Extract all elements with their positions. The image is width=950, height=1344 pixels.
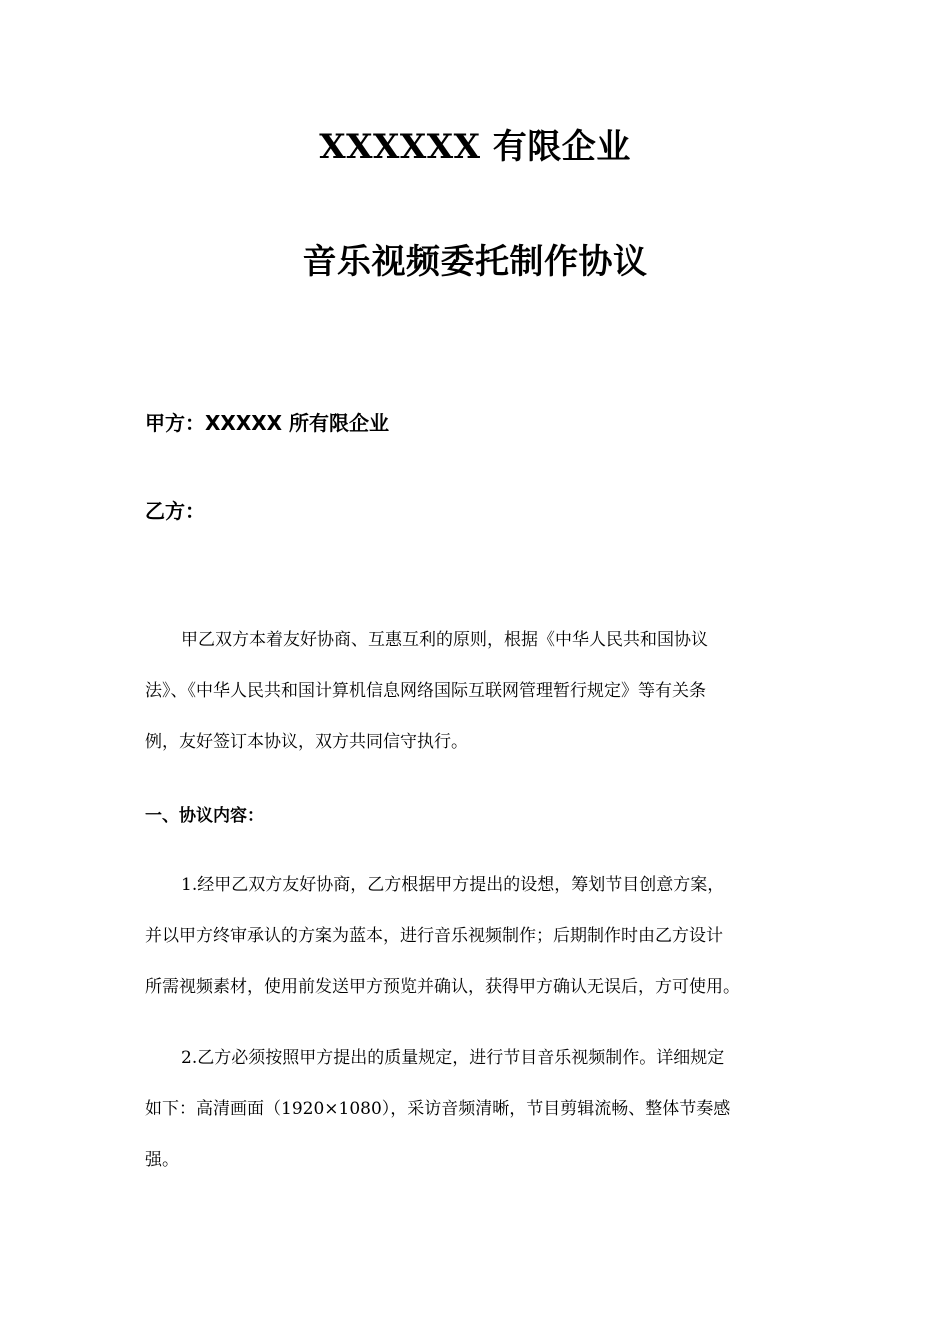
clause-1-paragraph xyxy=(145,860,810,1013)
paragraph-line: 法》、《中华人民共和国计算机信息网络国际互联网管理暂行规定》等有关条 xyxy=(145,681,706,701)
paragraph-line: 强。 xyxy=(145,1150,179,1170)
clause-2-paragraph xyxy=(145,1033,810,1186)
party-b-line: 乙方： xyxy=(145,499,205,523)
agreement-title: 音乐视频委托制作协议 xyxy=(302,242,648,282)
section-heading-content: 一、协议内容： xyxy=(145,806,264,826)
paragraph-line: 所需视频素材，使用前发送甲方预览并确认，获得甲方确认无误后，方可使用。 xyxy=(145,977,740,997)
company-title: XXXXXX 有限企业 xyxy=(319,127,631,167)
paragraph-line: 并以甲方终审承认的方案为蓝本，进行音乐视频制作；后期制作时由乙方设计 xyxy=(145,926,723,946)
paragraph-line: 如下：高清画面（1920×1080），采访音频清晰，节目剪辑流畅、整体节奏感 xyxy=(145,1099,731,1119)
paragraph-line: 2.乙方必须按照甲方提出的质量规定，进行节目音乐视频制作。详细规定 xyxy=(181,1048,725,1068)
paragraph-line: 例，友好签订本协议，双方共同信守执行。 xyxy=(145,732,468,752)
intro-paragraph xyxy=(145,615,810,768)
paragraph-line: 甲乙双方本着友好协商、互惠互利的原则，根据《中华人民共和国协议 xyxy=(181,630,708,650)
party-a-line: 甲方：XXXXX 所有限企业 xyxy=(145,411,390,435)
paragraph-line: 1.经甲乙双方友好协商，乙方根据甲方提出的设想，筹划节目创意方案， xyxy=(181,875,725,895)
